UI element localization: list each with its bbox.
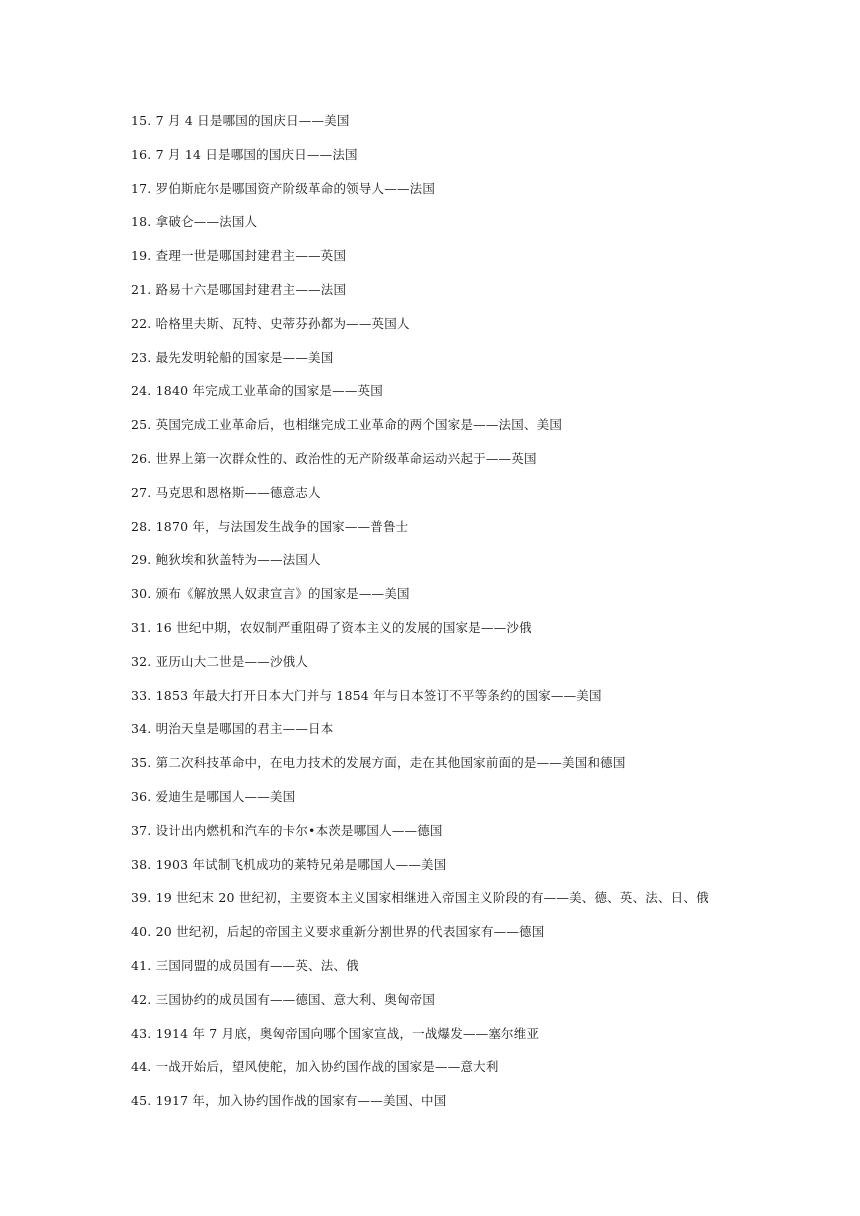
list-item: 31. 16 世纪中期，农奴制严重阻碍了资本主义的发展的国家是——沙俄 xyxy=(131,619,532,635)
list-item: 45. 1917 年，加入协约国作战的国家有——美国、中国 xyxy=(131,1093,447,1109)
list-item: 42. 三国协约的成员国有——德国、意大利、奥匈帝国 xyxy=(131,991,436,1007)
list-item: 30. 颁布《解放黑人奴隶宣言》的国家是——美国 xyxy=(131,586,410,602)
list-item: 37. 设计出内燃机和汽车的卡尔•本茨是哪国人——德国 xyxy=(131,822,443,838)
list-item: 23. 最先发明轮船的国家是——美国 xyxy=(131,349,334,365)
list-item: 22. 哈格里夫斯、瓦特、史蒂芬孙都为——英国人 xyxy=(131,315,410,331)
list-item: 24. 1840 年完成工业革命的国家是——英国 xyxy=(131,383,383,399)
list-item: 17. 罗伯斯庇尔是哪国资产阶级革命的领导人——法国 xyxy=(131,180,436,196)
list-item: 21. 路易十六是哪国封建君主——法国 xyxy=(131,281,347,297)
list-item: 40. 20 世纪初，后起的帝国主义要求重新分割世界的代表国家有——德国 xyxy=(131,924,545,940)
list-item: 15. 7 月 4 日是哪国的国庆日——美国 xyxy=(131,113,350,128)
list-item: 25. 英国完成工业革命后，也相继完成工业革命的两个国家是——法国、美国 xyxy=(131,417,563,433)
list-item: 33. 1853 年最大打开日本大门并与 1854 年与日本签订不平等条约的国家——美国 xyxy=(131,687,602,703)
list-item: 18. 拿破仑——法国人 xyxy=(131,214,258,230)
list-item: 29. 鲍狄埃和狄盖特为——法国人 xyxy=(131,552,321,568)
list-item: 44. 一战开始后，望风使舵，加入协约国作战的国家是——意大利 xyxy=(131,1059,499,1075)
list-item: 34. 明治天皇是哪国的君主——日本 xyxy=(131,721,334,737)
list-item: 35. 第二次科技革命中，在电力技术的发展方面，走在其他国家前面的是——美国和德国 xyxy=(131,755,626,771)
list-item: 38. 1903 年试制飞机成功的莱特兄弟是哪国人——美国 xyxy=(131,856,447,872)
list-item: 41. 三国同盟的成员国有——英、法、俄 xyxy=(131,957,359,973)
list-item: 39. 19 世纪末 20 世纪初，主要资本主义国家相继进入帝国主义阶段的有——美、德、英、法、日、俄 xyxy=(131,890,709,906)
list-item: 16. 7 月 14 日是哪国的国庆日——法国 xyxy=(131,146,358,162)
list-item: 28. 1870 年，与法国发生战争的国家——普鲁士 xyxy=(131,518,409,534)
list-item: 36. 爱迪生是哪国人——美国 xyxy=(131,788,296,804)
list-item: 19. 查理一世是哪国封建君主——英国 xyxy=(131,248,347,264)
list-item: 43. 1914 年 7 月底，奥匈帝国向哪个国家宣战，一战爆发——塞尔维亚 xyxy=(131,1025,540,1041)
list-item: 32. 亚历山大二世是——沙俄人 xyxy=(131,653,309,669)
list-item: 26. 世界上第一次群众性的、政治性的无产阶级革命运动兴起于——英国 xyxy=(131,450,537,466)
question-answer-list xyxy=(131,111,831,1125)
list-item: 27. 马克思和恩格斯——德意志人 xyxy=(131,484,321,500)
